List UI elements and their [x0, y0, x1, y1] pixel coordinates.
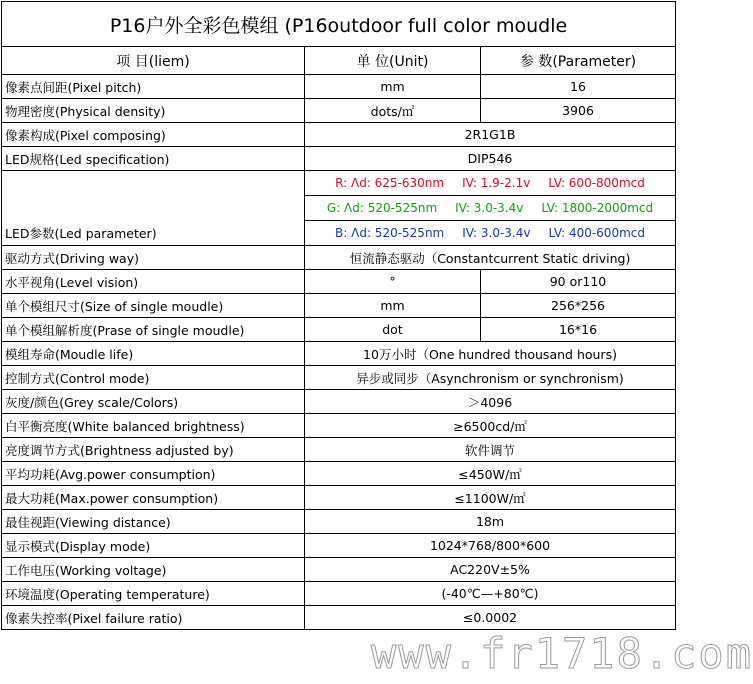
row-label: 像素点间距(Pixel pitch): [2, 75, 305, 99]
row-label: 显示模式(Display mode): [2, 534, 305, 558]
title-row: [2, 2, 676, 47]
table-row: [2, 342, 676, 366]
row-value: 1024*768/800*600: [305, 534, 676, 558]
row-label: 平均功耗(Avg.power consumption): [2, 462, 305, 486]
row-value: ≤0.0002: [305, 606, 676, 630]
row-value: 256*256: [481, 294, 676, 318]
table-row: [2, 147, 676, 171]
header-row: [2, 47, 676, 75]
row-value: ≤450W/㎡: [305, 462, 676, 486]
header-item: 项 目(liem): [2, 47, 305, 75]
led-green-intensity: LV: 1800-2000mcd: [541, 201, 654, 215]
table-row: [2, 123, 676, 147]
row-value: 异步或同步（Asynchronism or synchronism): [305, 366, 676, 390]
row-unit: mm: [305, 75, 481, 99]
table-row: [2, 366, 676, 390]
row-label: 亮度调节方式(Brightness adjusted by): [2, 438, 305, 462]
table-row: [2, 414, 676, 438]
table-row: [2, 318, 676, 342]
led-blue-voltage: IV: 3.0-3.4v: [462, 226, 531, 240]
row-value: 18m: [305, 510, 676, 534]
row-unit: dot: [305, 318, 481, 342]
row-label: 驱动方式(Driving way): [2, 246, 305, 270]
led-param-label: LED参数(Led parameter): [2, 171, 305, 246]
row-value: 3906: [481, 99, 676, 123]
row-value: 16: [481, 75, 676, 99]
table-row: [2, 462, 676, 486]
table-row: [2, 510, 676, 534]
spec-sheet: [1, 1, 753, 681]
row-label: 模组寿命(Moudle life): [2, 342, 305, 366]
row-label: 工作电压(Working voltage): [2, 558, 305, 582]
led-green-wavelength: G: Λd: 520-525nm: [326, 201, 438, 215]
row-label: 像素构成(Pixel composing): [2, 123, 305, 147]
row-value: ≥6500cd/㎡: [305, 414, 676, 438]
led-green-voltage: IV: 3.0-3.4v: [455, 201, 524, 215]
row-label: 物理密度(Physical density): [2, 99, 305, 123]
led-blue-wavelength: B: Λd: 520-525nm: [335, 226, 445, 240]
table-row: [2, 582, 676, 606]
led-red-intensity: LV: 600-800mcd: [548, 176, 645, 190]
led-red-spec: [305, 171, 676, 196]
table-row: [2, 99, 676, 123]
table-title: P16户外全彩色模组 (P16outdoor full color moudle: [2, 2, 676, 47]
row-label: LED规格(Led specification): [2, 147, 305, 171]
row-label: 单个模组解析度(Prase of single moudle): [2, 318, 305, 342]
table-row: [2, 606, 676, 630]
row-label: 控制方式(Control mode): [2, 366, 305, 390]
led-red-wavelength: R: Λd: 625-630nm: [335, 176, 445, 190]
row-value: 软件调节: [305, 438, 676, 462]
table-row: [2, 438, 676, 462]
row-label: 最佳视距(Viewing distance): [2, 510, 305, 534]
row-value: (-40℃—+80℃): [305, 582, 676, 606]
row-value: ≤1100W/㎡: [305, 486, 676, 510]
row-label: 灰度/颜色(Grey scale/Colors): [2, 390, 305, 414]
row-unit: mm: [305, 294, 481, 318]
row-value: AC220V±5%: [305, 558, 676, 582]
table-row: [2, 75, 676, 99]
row-value: DIP546: [305, 147, 676, 171]
row-label: 像素失控率(Pixel failure ratio): [2, 606, 305, 630]
row-unit: °: [305, 270, 481, 294]
row-label: 最大功耗(Max.power consumption): [2, 486, 305, 510]
row-value: 16*16: [481, 318, 676, 342]
row-label: 白平衡亮度(White balanced brightness): [2, 414, 305, 438]
spec-table: [1, 1, 676, 630]
table-row: [2, 390, 676, 414]
table-row: [2, 534, 676, 558]
header-unit: 单 位(Unit): [305, 47, 481, 75]
row-label: 水平视角(Level vision): [2, 270, 305, 294]
row-value: 2R1G1B: [305, 123, 676, 147]
table-row: [2, 486, 676, 510]
led-blue-intensity: LV: 400-600mcd: [548, 226, 645, 240]
table-row: [2, 246, 676, 270]
led-blue-spec: [305, 221, 676, 246]
row-label: 单个模组尺寸(Size of single moudle): [2, 294, 305, 318]
watermark: www.fr1718.com: [371, 629, 753, 678]
row-value: 恒流静态驱动（Constantcurrent Static driving): [305, 246, 676, 270]
led-red-voltage: IV: 1.9-2.1v: [462, 176, 531, 190]
row-unit: dots/㎡: [305, 99, 481, 123]
row-value: 90 or110: [481, 270, 676, 294]
row-value: 10万小时（One hundred thousand hours): [305, 342, 676, 366]
row-label: 环境温度(Operating temperature): [2, 582, 305, 606]
led-row-red: [2, 171, 676, 196]
table-row: [2, 270, 676, 294]
table-row: [2, 294, 676, 318]
header-param: 参 数(Parameter): [481, 47, 676, 75]
row-value: ＞4096: [305, 390, 676, 414]
table-row: [2, 558, 676, 582]
led-green-spec: [305, 196, 676, 221]
